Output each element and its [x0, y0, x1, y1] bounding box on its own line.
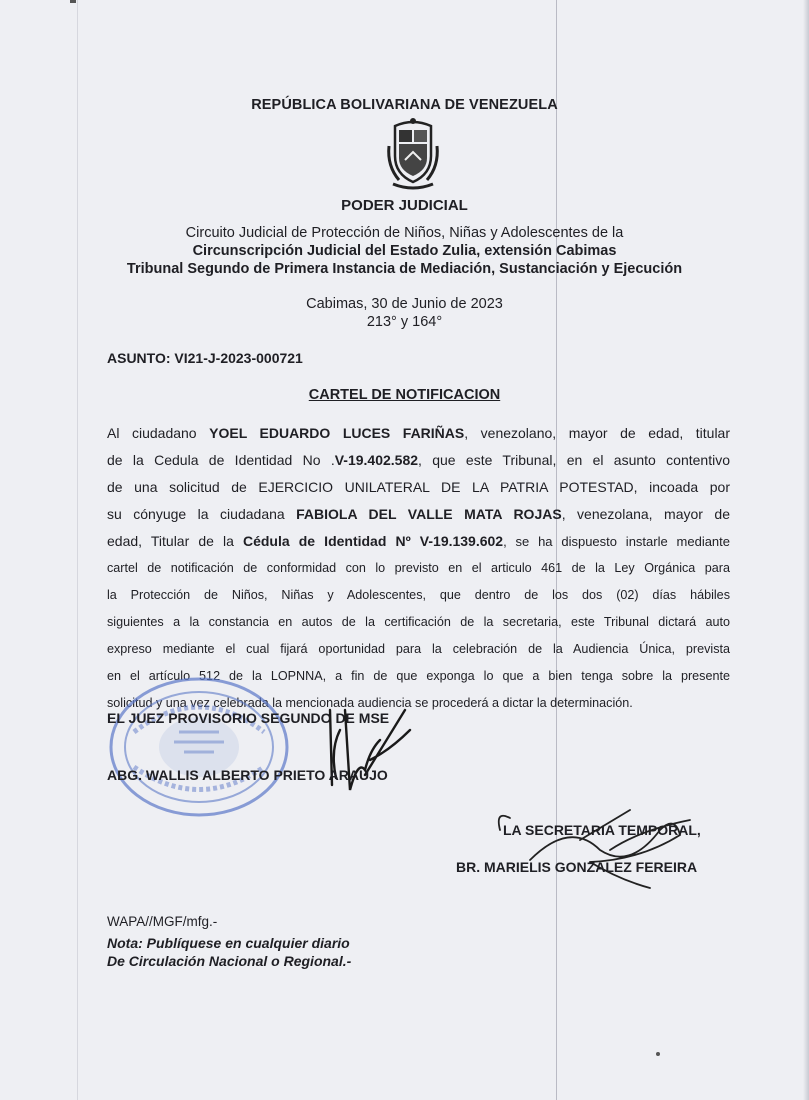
body-text: edad, Titular de la: [107, 533, 243, 549]
judge-name: ABG. WALLIS ALBERTO PRIETO ARAUJO: [107, 767, 388, 783]
body-line: [107, 528, 730, 555]
independence-years: 213° y 164°: [366, 314, 443, 330]
case-number: ASUNTO: VI21-J-2023-000721: [107, 350, 303, 366]
body-line: la Protección de Niños, Niñas y Adolescentes, que dentro de los dos (02) días hábiles: [107, 588, 730, 602]
body-line: cartel de notificación de conformidad con lo previsto en el articulo 461 de la Ley Orgánica para: [107, 561, 730, 575]
paper-edge-shadow: [803, 0, 809, 1100]
body-line: de una solicitud de EJERCICIO UNILATERAL DE LA PATRIA POTESTAD, incoada por: [107, 479, 730, 495]
scan-speck: [70, 0, 76, 3]
coat-of-arms-icon: [385, 116, 441, 190]
secretary-signature-icon: [490, 800, 720, 890]
judge-signature-icon: [310, 690, 420, 800]
spouse-id: Cédula de Identidad Nº V-19.139.602: [242, 533, 504, 549]
document-title-text: CARTEL DE NOTIFICACION: [308, 387, 501, 403]
publication-note: [107, 934, 351, 970]
judge-title: EL JUEZ PROVISORIO SEGUNDO DE MSE: [107, 710, 390, 726]
citizen-name: YOEL EDUARDO LUCES FARIÑAS: [209, 425, 465, 441]
secretary-name: BR. MARIELIS GONZALEZ FEREIRA: [456, 859, 698, 875]
body-line: siguientes a la constancia en autos de la certificación de la secretaria, este Tribunal dictará auto: [107, 615, 730, 629]
court-heading: [0, 224, 809, 278]
body-text: , que este Tribunal, en el asunto contentivo: [418, 452, 730, 468]
secretary-title: LA SECRETARIA TEMPORAL,: [503, 822, 701, 838]
circuit-line-3: Tribunal Segundo de Primera Instancia de Mediación, Sustanciación y Ejecución: [126, 261, 683, 277]
circuit-line-1: Circuito Judicial de Protección de Niños, Niñas y Adolescentes de la: [185, 225, 624, 241]
body-text: , se ha dispuesto instarle mediante: [503, 534, 731, 549]
republic-heading: REPÚBLICA BOLIVARIANA DE VENEZUELA: [251, 97, 558, 113]
body-line: solicitud y una vez celebrada la mencionada audiencia se procederá a dictar la determinación.: [107, 696, 633, 710]
citizen-id: V-19.402.582: [334, 452, 419, 468]
date-block: [0, 295, 809, 331]
body-text: de la Cedula de Identidad No .: [107, 452, 335, 468]
body-line: [107, 501, 730, 528]
place-date: Cabimas, 30 de Junio de 2023: [306, 296, 503, 312]
circuit-line-2: Circunscripción Judicial del Estado Zulia, extensión Cabimas: [192, 243, 617, 259]
body-line: [107, 447, 730, 474]
body-text: , venezolano, mayor de edad, titular: [464, 425, 731, 441]
spouse-name: FABIOLA DEL VALLE MATA ROJAS: [296, 506, 562, 522]
note-line-2: De Circulación Nacional o Regional.-: [107, 953, 352, 969]
body-text: Al ciudadano: [107, 425, 210, 441]
body-line: en el artículo 512 de la LOPNNA, a fin de que exponga lo que a bien tenga sobre la presente: [107, 669, 730, 683]
judicial-power-heading: PODER JUDICIAL: [341, 197, 468, 214]
paper-fold-line-left: [77, 0, 78, 1100]
scan-speck: [656, 1052, 660, 1056]
body-line: expreso mediante el cual fijará oportunidad para la celebración de la Audiencia Única, prevista: [107, 642, 730, 656]
initials: WAPA//MGF/mfg.-: [107, 914, 218, 929]
court-stamp-icon: [104, 672, 294, 822]
body-line: [107, 420, 730, 447]
document-title: [0, 387, 809, 403]
body-text: , venezolana, mayor de: [561, 506, 730, 522]
note-line-1: Nota: Publíquese en cualquier diario: [107, 935, 350, 951]
body-text: su cónyuge la ciudadana: [107, 506, 297, 522]
